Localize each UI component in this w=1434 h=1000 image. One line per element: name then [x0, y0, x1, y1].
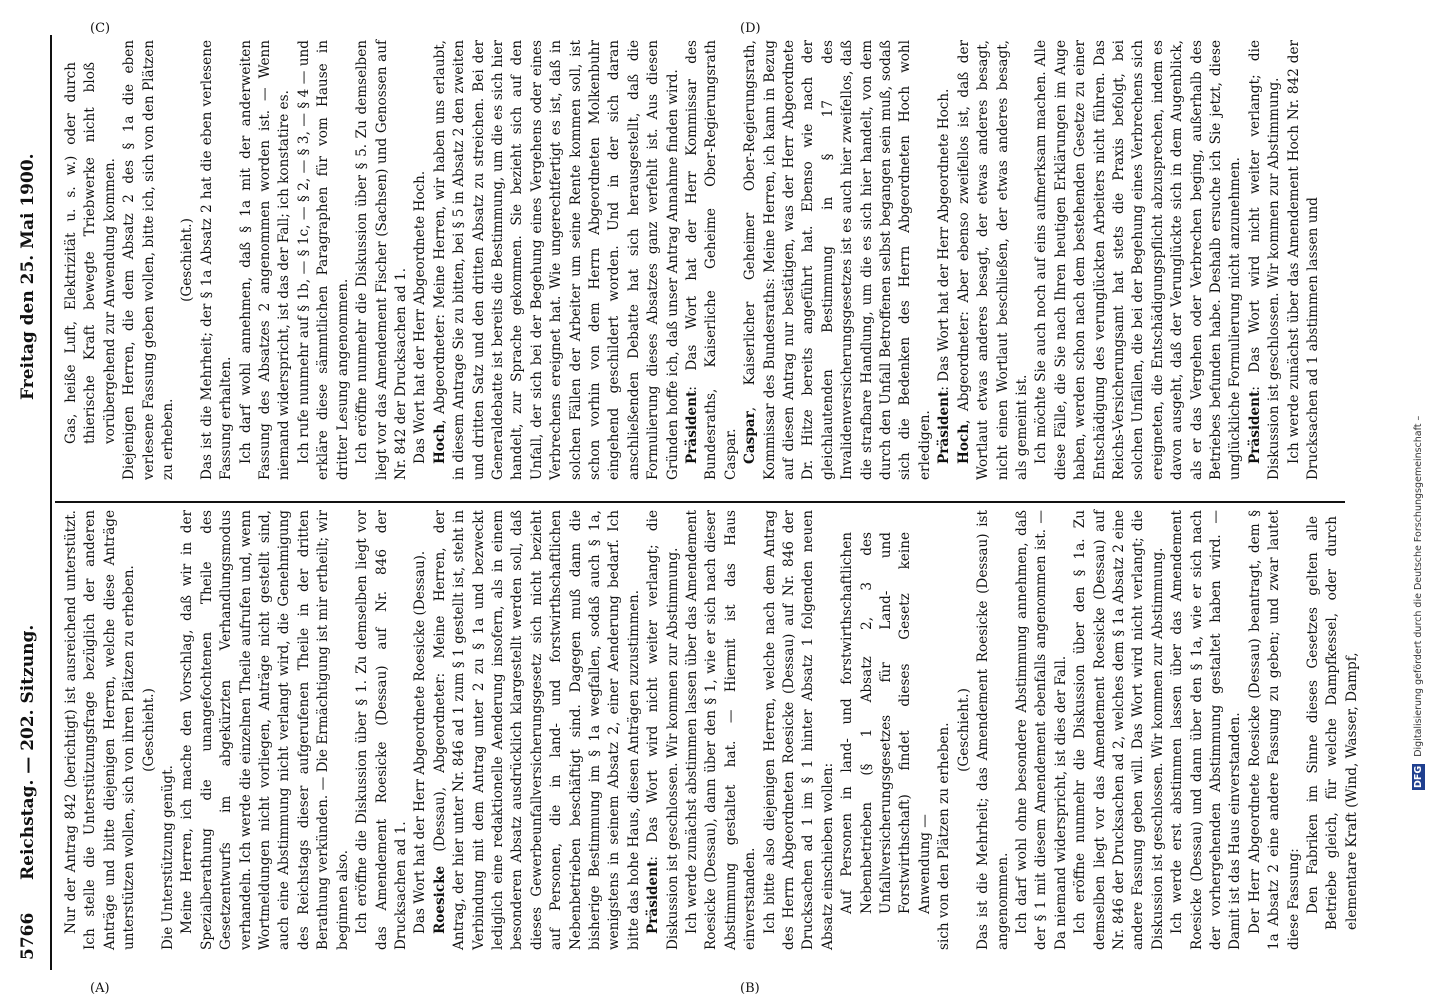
paragraph	[178, 40, 197, 480]
paragraph	[683, 40, 741, 480]
paragraph	[761, 510, 839, 950]
paragraph-text: (Geschieht.)	[140, 688, 157, 772]
dfg-logo: DFG	[1413, 765, 1424, 788]
paragraph	[295, 40, 353, 480]
paragraph-text: Den Fabriken im Sinne dieses Gesetzes gelten alle Betriebe gleich, für welche Dampfkessel, oder durch elementare Kraft (Wind, Wasser, Dampf,	[1305, 516, 1360, 930]
paragraph	[411, 510, 430, 950]
paragraph-text: Die Unterstützung genügt.	[160, 765, 177, 950]
session-title: Reichstag. — 202. Sitzung.	[18, 624, 38, 880]
paragraph	[62, 510, 140, 950]
paragraph	[741, 40, 935, 480]
speaker-name: Caspar	[742, 411, 759, 464]
paragraph	[1285, 40, 1324, 480]
speaker-name: Roesicke	[431, 865, 448, 934]
dfg-text: Digitalisierung gefördert durch die Deutsche Forschungsgemeinschaft –	[1413, 415, 1424, 757]
margin-mark: (D)	[740, 21, 761, 36]
paragraph-text: Gas, heiße Luft, Elektrizität u. s. w.) oder durch thierische Kraft bewegte Triebwerke nicht bloß vorübergehend zur Anwendung kommen.	[63, 62, 118, 444]
paragraph-text: Ich bitte also diejenigen Herren, welche nach dem Antrag des Herrn Abgeordneten Roesicke (Dessau) auf Nr. 846 der Drucksachen ad 1 im § 1 hinter Absatz 1 folgenden neuen Absatz einschieben wollen:	[761, 510, 836, 950]
paragraph-text: Ich werde erst abstimmen lassen über das Amendement Roesicke (Dessau) und dann über den § 1a, wie er sich nach der vorhergehenden Abstimmung gestaltet haben wird. — Damit ist das Haus einverstanden.	[1169, 510, 1244, 950]
paragraph-text: (Geschieht.)	[179, 218, 196, 302]
paragraph-text: Ich werde zunächst abstimmen lassen über das Amendement Roesicke (Dessau), dann über den § 1, wie er sich nach dieser Abstimmung gestaltet hat. — Hiermit ist das Haus einverstanden.	[684, 510, 759, 950]
paragraph-text: (Geschieht.)	[955, 688, 972, 772]
speaker-name: Hoch	[955, 423, 972, 464]
margin-mark: (A)	[90, 981, 110, 996]
paragraph	[935, 510, 954, 950]
paragraph-text: Das Wort hat der Herr Abgeordnete Roesicke (Dessau).	[412, 550, 429, 934]
column-divider	[55, 501, 1345, 503]
paragraph	[1168, 510, 1246, 950]
paragraph	[431, 510, 644, 950]
paragraph	[683, 510, 761, 950]
page-number: 5766	[18, 912, 38, 960]
paragraph-text: Das Wort hat der Herr Abgeordnete Hoch.	[412, 170, 429, 464]
paragraph-text: Auf Personen in land- und forstwirthschaftlichen Nebenbetrieben (§ 1 Absatz 2, 3 des Unfallversicherungsgesetzes für Land- und Forstwirthschaft) findet dieses Gesetz keine Anwendung —	[839, 532, 933, 914]
paragraph	[974, 510, 1013, 950]
speaker-name: Präsident	[684, 390, 700, 464]
paragraph-text: Meine Herren, ich mache den Vorschlag, daß wir in der Spezialberathung die unangefochtenen Theile des Gesetzentwurfs im abgekürzten Verhandlungsmodus verhandeln. Ich werde die einzelnen Theile aufrufen und, wenn Wortmeldungen nicht vorliegen, Anträge nicht gestellt sind, auch eine Abstimmung nicht verlangt wird, die Genehmigung des Reichstags dieser aufgerufenen Theile in der dritten Berathung verkünden. — Die Ermächtigung ist mir ertheilt; wir beginnen also.	[179, 510, 351, 950]
paragraph-text: Ich darf wohl annehmen, daß § 1a mit der anderweiten Fassung des Absatzes 2 angenommen worden ist. — Wenn niemand widerspricht, ist das der Fall; ich konstatire es.	[237, 40, 293, 480]
session-date: Freitag den 25. Mai 1900.	[18, 153, 38, 400]
left-column	[62, 510, 1362, 950]
paragraph	[955, 510, 974, 950]
paragraph-text: Ich werde zunächst über das Amendement Hoch Nr. 842 der Drucksachen ad 1 abstimmen lassen und	[1285, 40, 1321, 480]
paragraph	[62, 40, 120, 480]
paragraph	[237, 40, 295, 480]
paragraph	[1246, 510, 1304, 950]
paragraph-text: (Dessau), Abgeordneter: Meine Herren, der Antrag, der hier unter Nr. 846 ad 1 zum § 1 gestellt ist, steht in Verbindung mit dem Antrag unter 2 zu § 1a und bezweckt lediglich eine redaktionelle Aenderung insofern, als in einem besonderen Absatz ausdrücklich klargestellt werden soll, daß dieses Gewerbeunfallversicherungsgesetz sich nicht bezieht auf Personen, die in land- und forstwirthschaftlichen Nebenbetrieben beschäftigt sind. Dagegen muß dann die bisherige Bestimmung im § 1a wegfallen, sodaß auch § 1a, wenigstens in seinem Absatz 2, einer Aenderung bedarf. Ich bitte das hohe Haus, diesen Anträgen zuzustimmen.	[431, 510, 642, 950]
paragraph-text: Ich darf wohl ohne besondere Abstimmung annehmen, daß der § 1 mit diesem Amendement ebenfalls angenommen ist. — Da niemand widerspricht, ist dies der Fall.	[1013, 510, 1069, 950]
margin-mark: (C)	[90, 21, 111, 36]
paragraph-text: Ich eröffne die Diskussion über § 1. Zu demselben liegt vor das Amendement Roesicke (Dessau) auf Nr. 846 der Drucksachen ad 1.	[354, 510, 409, 950]
paragraph-text: Ich möchte Sie auch noch auf eins aufmerksam machen. Alle diese Fälle, die Sie nach Ihren heutigen Erklärungen im Auge haben, werden schon nach dem bestehenden Gesetze zu einer Entschädigung des verunglückten Arbeiters nicht führen. Das Reichs-Versicherungsamt hat stets die Praxis befolgt, bei solchen Unfällen, die bei der Begehung eines Verbrechens sich ereigneten, die Entschädigungspflicht abzusprechen, indem es davon ausgeht, daß der Verunglückte sich in dem Augenblick, als er das Vergehen oder Verbrechen beging, außerhalb des Betriebes befunden habe. Deshalb ersuche ich Sie jetzt, diese unglückliche Formulierung nicht anzunehmen.	[1033, 40, 1244, 480]
paragraph	[1032, 40, 1245, 480]
paragraph-text: , Kaiserlicher Geheimer Ober-Regierungsrath, Kommissar des Bundesraths: Meine Herren, ich kann in Bezug auf diesen Antrag nur bestätigen, was der Herr Abgeordnete Dr. Hitze bereits angeführt hat. Ebenso wie nach der gleichlautenden Bestimmung in § 17 des Invalidenversicherungsgesetzes ist es auch hier zweifellos, daß die strafbare Handlung, um die es sich hier handelt, von dem durch den Unfall Betroffenen selbst begangen sein muß, sodaß sich die Bedenken des Herrn Abgeordneten Hoch wohl erledigen.	[742, 40, 933, 480]
paragraph-text: : Das Wort hat der Herr Abgeordnete Hoch.	[936, 88, 953, 391]
paragraph	[935, 40, 954, 480]
paragraph-text: , Abgeordneter: Aber ebenso zweifellos ist, daß der Wortlaut etwas anderes besagt, der etwas anderes besagt, nicht einen Wortlaut beschließen, der etwas anderes besagt, als gemeint ist.	[955, 40, 1030, 480]
paragraph	[431, 40, 683, 480]
paragraph	[120, 40, 178, 480]
paragraph	[353, 40, 411, 480]
paragraph	[838, 510, 935, 950]
paragraph	[140, 510, 159, 950]
speaker-name: Hoch	[431, 423, 448, 464]
page-header	[18, 0, 48, 1000]
paragraph	[353, 510, 411, 950]
speaker-name: Präsident	[645, 860, 662, 934]
paragraph-text: Das ist die Mehrheit; der § 1a Absatz 2 hat die eben verlesene Fassung erhalten.	[198, 40, 235, 480]
header-rule	[50, 35, 52, 970]
paragraph	[955, 40, 1033, 480]
paragraph-text: : Das Wort hat der Herr Kommissar des Bundesraths, Kaiserliche Geheime Ober-Regierungsrath Caspar.	[684, 40, 739, 480]
paragraph-text: Ich eröffne nunmehr die Diskussion über den § 1a. Zu demselben liegt vor das Amendement Roesicke (Dessau) auf Nr. 846 der Drucksachen ad 2, welches dem § 1a Absatz 2 eine andere Fassung geben will. Das Wort wird nicht verlangt; die Diskussion ist geschlossen. Wir kommen zur Abstimmung.	[1072, 510, 1166, 950]
paragraph-text: Der Herr Abgeordnete Roesicke (Dessau) beantragt, dem § 1a Absatz 2 eine andere Fassung zu geben; und zwar lautet diese Fassung:	[1246, 510, 1302, 950]
speaker-name: Präsident	[936, 390, 953, 464]
paragraph-text: , Abgeordneter: Meine Herren, wir haben uns erlaubt, in diesem Antrage Sie zu bitten, bei § 5 in Absatz 2 den zweiten und dritten Satz und den dritten Absatz zu streichen. Bei der Generaldebatte ist bereits die Bestimmung, um die es sich hier handelt, zur Sprache gekommen. Sie bezieht sich auf den Unfall, der sich bei der Begehung eines Vergehens oder eines Verbrechens ereignet hat. Wie ungerechtfertigt es ist, daß in solchen Fällen der Arbeiter um seine Rente kommen soll, ist schon vorhin von dem Herrn Abgeordneten Molkenbuhr eingehend geschildert worden. Und in der sich daran anschließenden Debatte hat sich herausgestellt, daß die Formulierung dieses Absatzes ganz verfehlt ist. Aus diesen Gründen hoffe ich, daß unser Antrag Annahme finden wird.	[431, 40, 681, 480]
paragraph	[1246, 40, 1285, 480]
paragraph-text: Das ist die Mehrheit; das Amendement Roesicke (Dessau) ist angenommen.	[975, 510, 1011, 950]
paragraph-text: Diejenigen Herren, die dem Absatz 2 des § 1a die eben verlesene Fassung geben wollen, bitte ich, sich von den Plätzen zu erheben.	[121, 40, 177, 480]
paragraph	[1071, 510, 1168, 950]
dfg-credit	[1412, 10, 1430, 790]
paragraph-text: : Das Wort wird nicht weiter verlangt; die Diskussion ist geschlossen. Wir kommen zur Abstimmung.	[1246, 40, 1283, 480]
paragraph-text: Ich eröffne nunmehr die Diskussion über § 5. Zu demselben liegt vor das Amendement Fischer (Sachsen) und Genossen auf Nr. 842 der Drucksachen ad 1.	[354, 40, 409, 480]
paragraph-text: sich von den Plätzen zu erheben.	[936, 722, 953, 950]
right-column	[62, 40, 1323, 480]
paragraph	[644, 510, 683, 950]
paragraph	[178, 510, 353, 950]
paragraph-text: Ich rufe nunmehr auf § 1b, — § 1c, — § 2, — § 3, — § 4 — und erkläre diese sämmtlichen Paragraphen für vom Hause in dritter Lesung angenommen.	[295, 40, 351, 480]
margin-mark: (B)	[740, 981, 760, 996]
paragraph	[411, 40, 430, 480]
paragraph	[198, 40, 237, 480]
paragraph	[1304, 510, 1362, 950]
paragraph	[159, 510, 178, 950]
speaker-name: Präsident	[1246, 390, 1263, 464]
paragraph	[1013, 510, 1071, 950]
paragraph-text: : Das Wort wird nicht weiter verlangt; die Diskussion ist geschlossen. Wir kommen zur Abstimmung.	[645, 510, 681, 950]
paragraph-text: Nur der Antrag 842 (berichtigt) ist ausreichend unterstützt. Ich stelle die Unterstützungsfrage bezüglich der anderen Anträge und bitte diejenigen Herren, welche diese Anträge unterstützen wollen, sich von ihren Plätzen zu erheben.	[63, 510, 138, 950]
